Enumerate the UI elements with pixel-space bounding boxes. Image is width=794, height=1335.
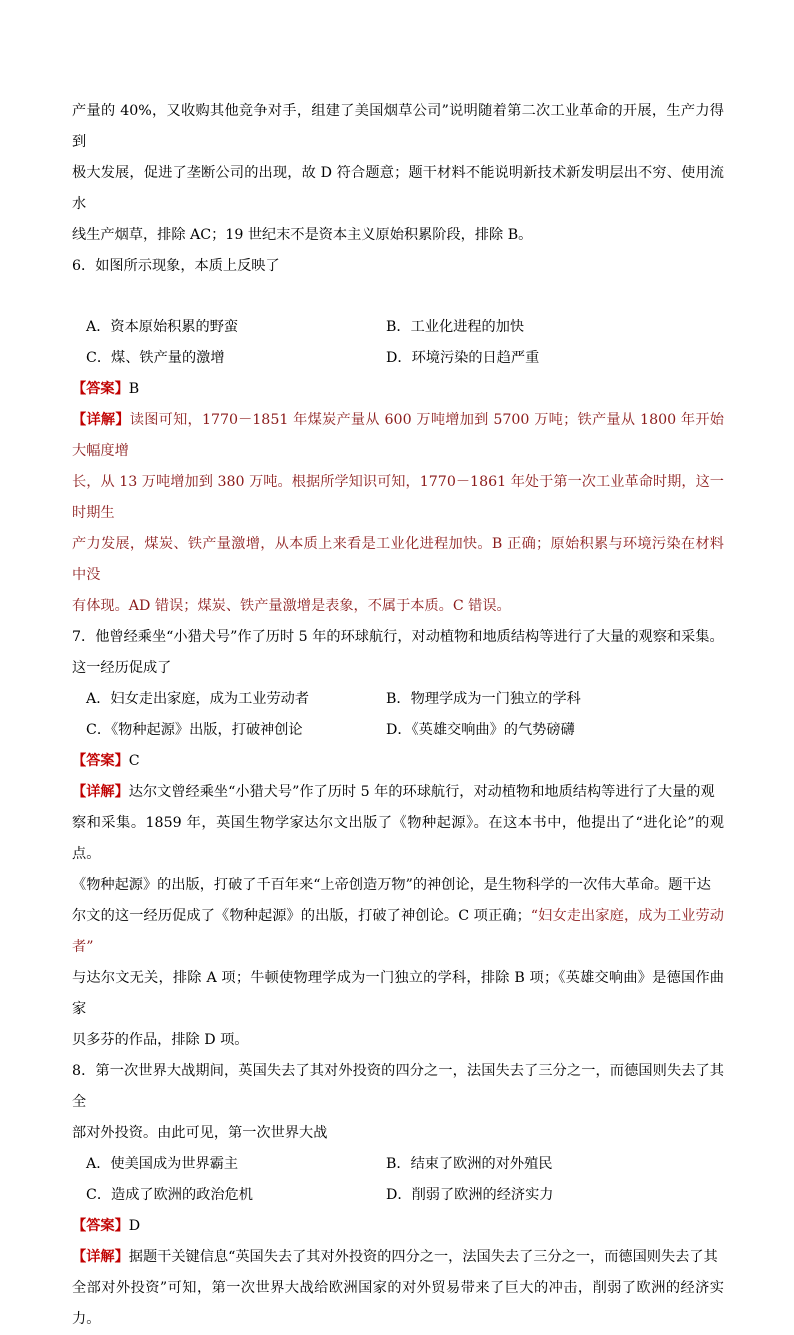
highlight-quote: “妇女走出家庭，成为工业劳动者” xyxy=(72,908,724,955)
q8-detail-1: 【详解】据题干关键信息“英国失去了其对外投资的四分之一，法国失去了三分之一，而德国则失去了其 xyxy=(72,1249,718,1265)
q6-detail-1: 【详解】读图可知，1770－1851 年煤炭产量从 600 万吨增加到 5700 万吨；铁产量从 1800 年开始大幅度增 xyxy=(72,412,724,459)
q7-stem-2: 这一经历促成了 xyxy=(72,660,172,676)
q8-option-a: A．使美国成为世界霸主 xyxy=(86,1156,239,1172)
q7-detail-6: 贝多芬的作品，排除 D 项。 xyxy=(72,1032,249,1048)
answer-value: C xyxy=(128,753,140,769)
answer-tag: 【答案】 xyxy=(72,753,129,769)
q7-option-a: A．妇女走出家庭，成为工业劳动者 xyxy=(86,691,310,707)
q8-answer xyxy=(72,1211,724,1242)
detail-tag: 【详解】 xyxy=(72,1249,129,1265)
q8-option-b: B．结束了欧洲的对外殖民 xyxy=(386,1156,553,1172)
q7-options xyxy=(72,684,724,746)
q7-detail-1: 【详解】达尔文曾经乘坐“小猎犬号”作了历时 5 年的环球航行，对动植物和地质结构等进行了大量的观 xyxy=(72,784,715,800)
q6-answer xyxy=(72,374,724,405)
q6-option-a: A．资本原始积累的野蛮 xyxy=(86,319,239,335)
q8-option-d: D．削弱了欧洲的经济实力 xyxy=(386,1187,554,1203)
detail-tag: 【详解】 xyxy=(72,784,129,800)
q6-stem: 6．如图所示现象，本质上反映了 xyxy=(72,258,280,274)
q6-option-d: D．环境污染的日趋严重 xyxy=(386,350,540,366)
q8-stem-1: 8．第一次世界大战期间，英国失去了其对外投资的四分之一，法国失去了三分之一，而德国则失去了其全 xyxy=(72,1063,724,1110)
q7-detail-4: 尔文的这一经历促成了《物种起源》的出版，打破了神创论。C 项正确；“妇女走出家庭，成为工业劳动者” xyxy=(72,908,724,955)
q8-options xyxy=(72,1149,724,1211)
q8-detail-2: 全部对外投资”可知，第一次世界大战给欧洲国家的对外贸易带来了巨大的冲击，削弱了欧洲的经济实力。 xyxy=(72,1280,724,1327)
q6-option-b: B．工业化进程的加快 xyxy=(386,319,525,335)
q8-option-c: C．造成了欧洲的政治危机 xyxy=(86,1187,253,1203)
q6-detail-2: 长，从 13 万吨增加到 380 万吨。根据所学知识可知，1770－1861 年处于第一次工业革命时期，这一时期生 xyxy=(72,474,724,521)
q7-answer xyxy=(72,746,724,777)
q6-detail-3: 产力发展，煤炭、铁产量激增，从本质上来看是工业化进程加快。B 正确；原始积累与环境污染在材料中没 xyxy=(72,536,724,583)
intro-line-3: 线生产烟草，排除 AC；19 世纪末不是资本主义原始积累阶段，排除 B。 xyxy=(72,227,533,243)
q7-stem-1: 7．他曾经乘坐“小猎犬号”作了历时 5 年的环球航行，对动植物和地质结构等进行了大量的观察和采集。 xyxy=(72,629,724,645)
intro-line-1: 产量的 40%，又收购其他竞争对手，组建了美国烟草公司”说明随着第二次工业革命的开展，生产力得到 xyxy=(72,103,724,150)
q6-options xyxy=(72,312,724,374)
q6-option-c: C．煤、铁产量的激增 xyxy=(86,350,225,366)
q7-option-d: D．《英雄交响曲》的气势磅礴 xyxy=(386,722,575,738)
intro-line-2: 极大发展，促进了垄断公司的出现，故 D 符合题意；题干材料不能说明新技术新发明层出不穷、使用流水 xyxy=(72,165,724,212)
q7-detail-5: 与达尔文无关，排除 A 项；牛顿使物理学成为一门独立的学科，排除 B 项；《英雄交响曲》是德国作曲家 xyxy=(72,970,724,1017)
answer-tag: 【答案】 xyxy=(72,1218,129,1234)
q8-stem-2: 部对外投资。由此可见，第一次世界大战 xyxy=(72,1125,328,1141)
q7-option-c: C．《物种起源》出版，打破神创论 xyxy=(86,722,303,738)
q6-figure-placeholder xyxy=(72,282,724,312)
answer-tag: 【答案】 xyxy=(72,381,129,397)
answer-value: D xyxy=(128,1218,141,1234)
q7-option-b: B．物理学成为一门独立的学科 xyxy=(386,691,581,707)
document-page xyxy=(72,96,724,1335)
answer-value: B xyxy=(128,381,140,397)
q7-detail-2: 察和采集。1859 年，英国生物学家达尔文出版了《物种起源》。在这本书中，他提出了“进化论”的观点。 xyxy=(72,815,724,862)
q6-detail-4: 有体现。AD 错误；煤炭、铁产量激增是表象，不属于本质。C 错误。 xyxy=(72,598,511,614)
q7-detail-3: 《物种起源》的出版，打破了千百年来“上帝创造万物”的神创论，是生物科学的一次伟大革命。题干达 xyxy=(72,877,711,893)
detail-tag: 【详解】 xyxy=(72,412,130,428)
